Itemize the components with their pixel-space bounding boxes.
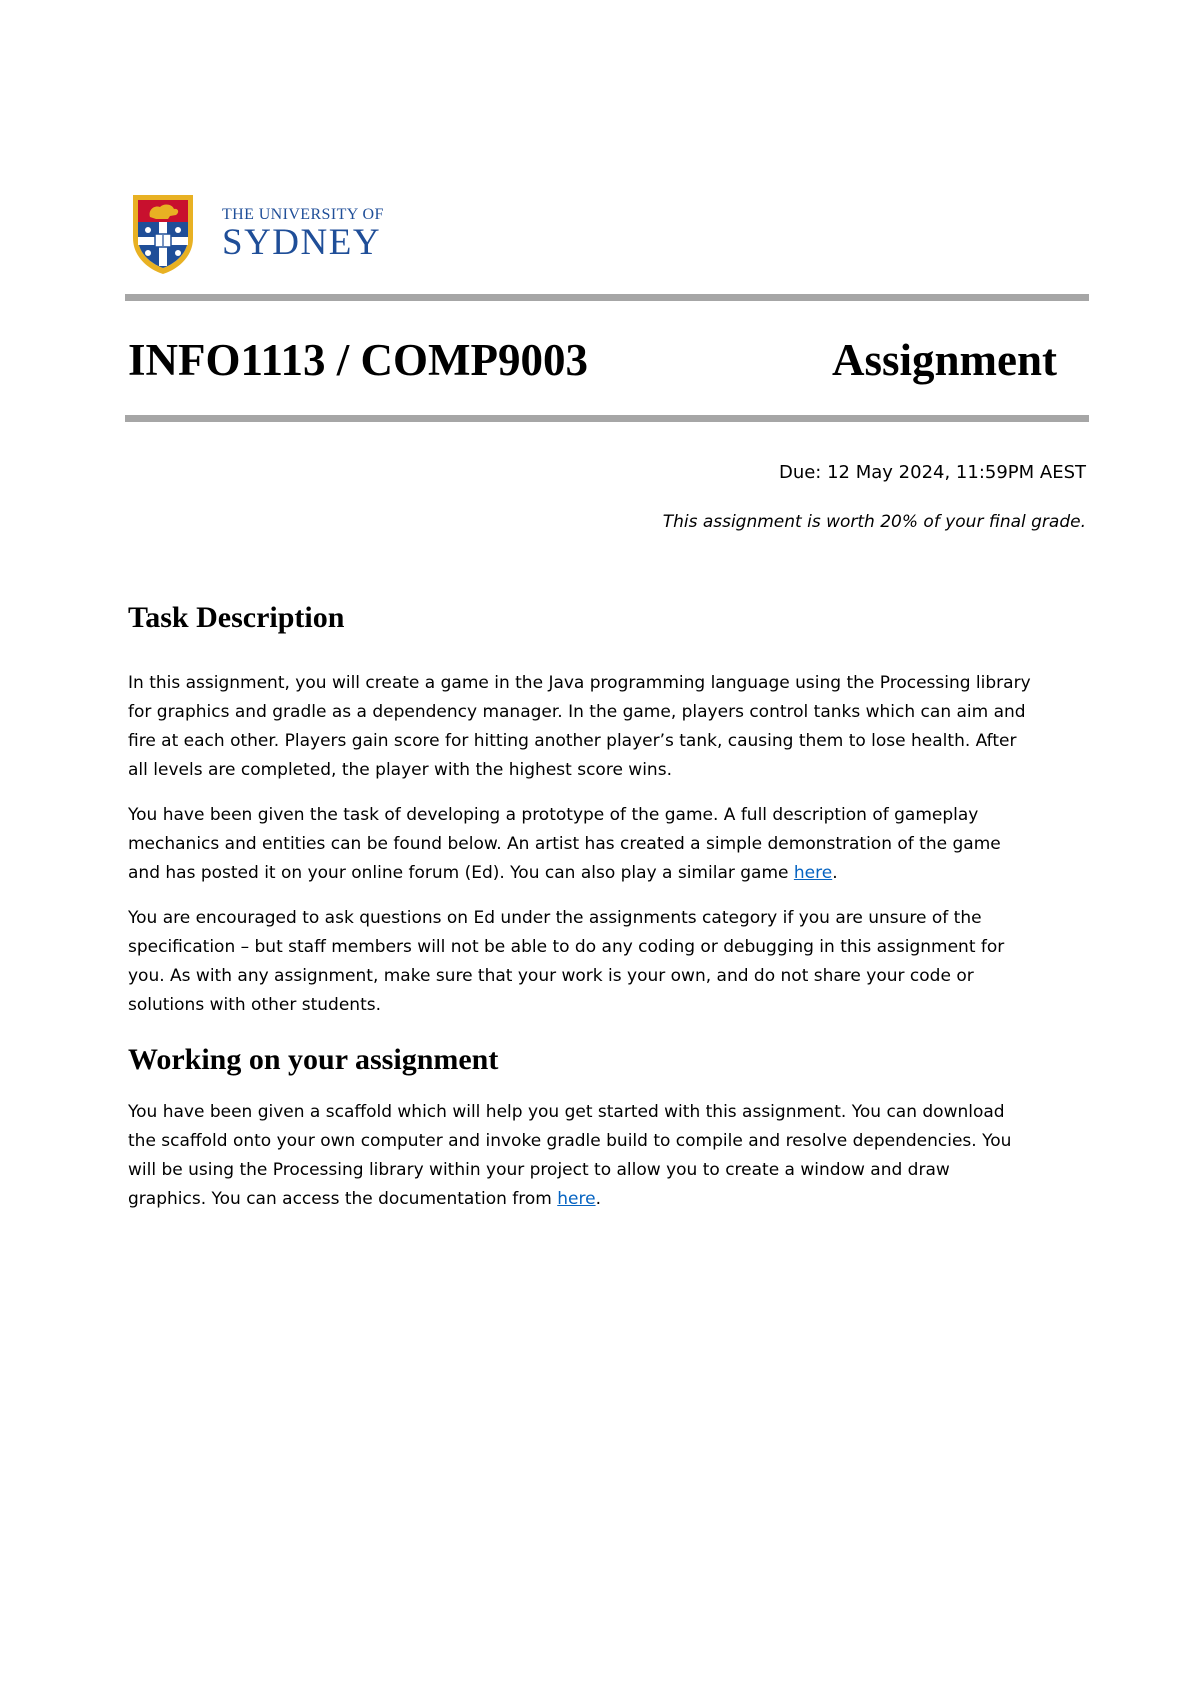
logo-line1: THE UNIVERSITY OF — [222, 206, 384, 223]
working-on-assignment-heading: Working on your assignment — [128, 1043, 499, 1076]
paragraph-line: You have been given the task of developing a prototype of the game. A full description of gameplay — [128, 805, 979, 825]
paragraph-line: mechanics and entities can be found below. An artist has created a simple demonstration of the game — [128, 834, 1001, 854]
university-wordmark — [222, 206, 384, 262]
course-code-title: INFO1113 / COMP9003 — [128, 335, 588, 385]
paragraph-text: . — [832, 863, 838, 883]
paragraph-line: In this assignment, you will create a game in the Java programming language using the Processing library — [128, 673, 1031, 693]
university-crest-icon — [130, 192, 196, 276]
paragraph-text: . — [595, 1189, 601, 1209]
paragraph-text: graphics. You can access the documentation from — [128, 1189, 558, 1209]
documentation-link[interactable]: here — [557, 1189, 596, 1209]
task-description-heading: Task Description — [128, 601, 345, 634]
paragraph-line: the scaffold onto your own computer and invoke gradle build to compile and resolve dependencies. You — [128, 1131, 1012, 1151]
task-paragraph-1 — [128, 669, 1088, 785]
paragraph-line: you. As with any assignment, make sure that your work is your own, and do not share your code or — [128, 966, 974, 986]
paragraph-line: specification – but staff members will not be able to do any coding or debugging in this assignment for — [128, 937, 1005, 957]
paragraph-text: and has posted it on your online forum (Ed). You can also play a similar game — [128, 863, 794, 883]
university-logo — [130, 192, 400, 282]
task-paragraph-2 — [128, 801, 1088, 888]
due-date: Due: 12 May 2024, 11:59PM AEST — [778, 462, 1086, 483]
paragraph-line: You are encouraged to ask questions on Ed under the assignments category if you are unsure of the — [128, 908, 982, 928]
paragraph-line: solutions with other students. — [128, 995, 381, 1015]
document-type-title: Assignment — [832, 335, 1058, 385]
working-paragraph — [128, 1098, 1088, 1214]
logo-line2: SYDNEY — [222, 222, 382, 263]
similar-game-link[interactable]: here — [793, 863, 833, 883]
paragraph-line: for graphics and gradle as a dependency manager. In the game, players control tanks which can aim and — [128, 702, 1026, 722]
paragraph-line: will be using the Processing library within your project to allow you to create a window and draw — [128, 1160, 950, 1180]
top-divider — [125, 294, 1089, 301]
paragraph-line — [128, 1185, 1088, 1214]
task-paragraph-3 — [128, 904, 1088, 1020]
paragraph-line — [128, 859, 1088, 888]
paragraph-line: all levels are completed, the player with the highest score wins. — [128, 760, 672, 780]
paragraph-line: fire at each other. Players gain score for hitting another player’s tank, causing them to lose health. After — [128, 731, 1017, 751]
bottom-divider — [125, 415, 1089, 422]
paragraph-line: You have been given a scaffold which will help you get started with this assignment. You can download — [128, 1102, 1005, 1122]
grade-weight-note: This assignment is worth 20% of your final grade. — [662, 512, 1086, 532]
